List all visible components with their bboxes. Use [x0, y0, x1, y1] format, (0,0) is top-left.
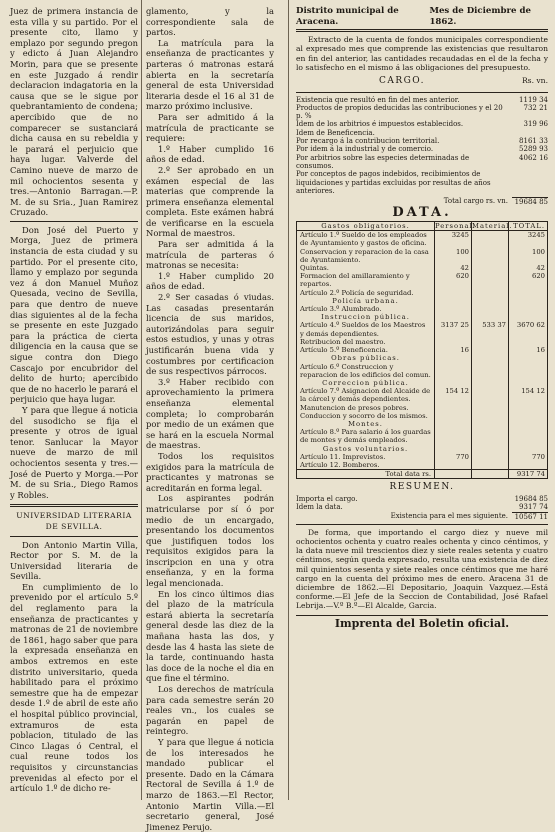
personal-value: 100: [434, 248, 471, 264]
total-value: [508, 297, 547, 305]
personal-value: 3245: [434, 231, 471, 247]
personal-value: [434, 313, 471, 321]
data-row: [297, 231, 547, 247]
material-value: [471, 297, 508, 305]
material-value: [471, 289, 508, 297]
material-value: [471, 338, 508, 346]
section-label: Montes.: [348, 419, 383, 428]
cargo-value: [512, 129, 548, 137]
data-section-row: [297, 354, 547, 362]
divider: [10, 221, 138, 222]
data-label: Conservacion y reparacion de la casa de Ayuntamiento.: [300, 247, 429, 264]
material-value: [471, 346, 508, 354]
column-rule: [288, 0, 289, 800]
paragraph: En los cinco últimos dias del plazo de la matrícula estará abierta la secretaría general desde las diez de la mañana hasta las dos, y desde las 4 hasta las siete de la tarde, continuando hasta las doce de la noche el dia en que fine el término.: [146, 588, 274, 684]
personal-value: [434, 338, 471, 346]
material-value: [471, 313, 508, 321]
total-value: 770: [508, 453, 547, 461]
total-value: [508, 313, 547, 321]
cargo-row: [296, 154, 548, 171]
cargo-row: [296, 129, 548, 137]
data-row: [297, 305, 547, 313]
data-row: [297, 264, 547, 272]
total-value: 3670 62: [508, 321, 547, 337]
divider: [296, 92, 548, 93]
paragraph: 1.º Haber cumplido 16 años de edad.: [146, 143, 274, 165]
cargo-label: Existencia que resultó en fin del mes anterior.: [296, 95, 460, 104]
data-label: Artículo 7.º Asignacion del Alcaide de la cárcel y demás dependientes. Manutencion de presos pobres. Conduccion y socorro de los mismos.: [300, 387, 431, 420]
total-value: [508, 289, 547, 297]
total-value: [508, 461, 547, 469]
header-personal: Personal.: [435, 222, 476, 231]
data-row: [297, 289, 547, 297]
total-value: 154 12: [508, 387, 547, 420]
total-value: [508, 445, 547, 453]
total-value: 16: [508, 346, 547, 354]
cargo-label: Por idem á la industrial y de comercio.: [296, 145, 434, 154]
resumen-exist-row: [296, 512, 548, 521]
paragraph: Y para que llegue á noticia de los interesados he mandado publicar el presente. Dado en la Cámara Rectoral de Sevilla á 1.º de marzo de 1863.—El Rector, Antonio Martin Villa.—El secretario general, José Jimenez Perujo.: [146, 736, 274, 832]
data-row: [297, 453, 547, 461]
cargo-label: Por conceptos de pagos indebidos, recibimientos de liquidaciones y partidas excluidas por resultas de años anteriores.: [296, 170, 491, 195]
resumen-label: Idem la data.: [296, 503, 343, 512]
divider: [10, 536, 138, 537]
district-header: [296, 6, 548, 32]
column-rule: [141, 0, 142, 800]
printer-imprint: Imprenta del Boletin oficial.: [296, 615, 548, 630]
data-label: Retribucion del maestro.: [300, 337, 386, 346]
personal-value: [434, 305, 471, 313]
data-title: DATA.: [392, 205, 452, 221]
cargo-row: [296, 170, 548, 195]
data-section-row: [297, 420, 547, 428]
header-total: TOTAL.: [508, 222, 547, 230]
cargo-value: [512, 170, 548, 195]
cargo-row: [296, 96, 548, 104]
data-row: [297, 321, 547, 337]
total-value: 620: [508, 272, 547, 288]
personal-value: [434, 461, 471, 469]
data-total-row: [297, 469, 547, 478]
data-section-row: [297, 445, 547, 453]
data-label: Artículo 8.º Para salario á los guardas de montes y demás empleados.: [300, 428, 431, 445]
data-row: [297, 387, 547, 420]
data-total-value: 9317 74: [508, 470, 547, 478]
paragraph: 2.º Ser casadas ó viudas. Las casadas presentarán licencia de sus maridos, autorizándolas para seguir estos estudios, y unas y otras justificarán buena vida y costumbres por certificacion de sus respectivos párrocos.: [146, 292, 274, 377]
account-intro: Extracto de la cuenta de fondos municipales correspondiente al expresado mes que comprende las existencias que resultaron en fin del anterior, las cantidades recaudadas en el de la fecha y lo satisfecho en el mismo á las obligaciones del presupuesto.: [296, 35, 548, 72]
cargo-label: Idem de Beneficencia.: [296, 128, 375, 137]
material-value: [471, 387, 508, 420]
data-row: [297, 428, 547, 444]
header-gastos: Gastos obligatorios.: [321, 222, 410, 231]
personal-value: 42: [434, 264, 471, 272]
cargo-value: 1119 34: [519, 95, 548, 104]
resumen-value: 19684 85: [514, 494, 548, 503]
section-label: Gastos voluntarios.: [322, 444, 409, 453]
column-1: [10, 6, 138, 794]
resumen-row: [296, 495, 548, 503]
resumen-exist-label: Existencia para el mes siguiente.: [390, 511, 508, 520]
data-label: Artículo 6.º Construccion y reparacion de los edificios del comun.: [300, 362, 431, 379]
rector-intro: Don Antonio Martin Villa, Rector por S. M. de la Universidad literaria de Sevilla.: [10, 539, 138, 582]
paragraph: Los derechos de matrícula para cada semestre serán 20 reales vn., los cuales se pagarán en papel de reintegro.: [146, 684, 274, 737]
total-value: [508, 363, 547, 379]
data-row: [297, 248, 547, 264]
cargo-value: 319 96: [523, 120, 548, 129]
cargo-row: [296, 145, 548, 153]
district-title: Distrito municipal de Aracena.: [296, 6, 399, 27]
data-label: Artículo 5.º Beneficencia.: [300, 346, 388, 355]
header-material: Material.: [472, 222, 513, 231]
closing-statement: De forma, que importando el cargo diez y nueve mil ochocientos ochenta y cuatro reales ochenta y cinco céntimos, y la data nueve mil trescientos diez y siete reales setenta y cuatro céntimos, según queda expresado, resulta una existencia de diez mil quinientos sesenta y siete reales once céntimos que me haré cargo en la cuenta del próximo mes de enero. Aracena 31 de diciembre de 1862.—El Depositario, Joaquin Vazquez.—Está conforme.—El Jefe de la Seccion de Contabilidad, José Rafael Lebrija.—V.º B.º—El Alcalde, Garcia.: [296, 527, 548, 611]
divider: [10, 504, 138, 507]
total-value: [508, 338, 547, 346]
data-label: Artículo 12. Bomberos.: [300, 460, 380, 469]
cargo-total-value: 19684 85: [512, 197, 548, 206]
section-label: Obras públicas.: [331, 354, 400, 363]
data-table-header: [297, 222, 547, 231]
total-value: 100: [508, 248, 547, 264]
cargo-row: [296, 137, 548, 145]
rector-notice: En cumplimiento de lo prevenido por el artículo 5.º del reglamento para la enseñanza de practicantes y matronas de 21 de noviembre de 1861, hago saber que para la expresada enseñanza en ambos extremos en este distrito universitario, queda habilitado para el próximo semestre que ha de empezar desde 1.º de abril de este año el hospital público provincial, extramuros de esta poblacion, titulado de las Cinco Llagas ó Central, el cual reune todos los requisitos y circunstancias prevenidas al efecto por el artículo 1.º de dicho re-: [10, 581, 138, 794]
data-label: Quintas.: [300, 264, 329, 273]
total-value: [508, 428, 547, 444]
notice-sanlucar-closing: Y para que llegue á noticia del susodicho se fija el presente y otros de igual tenor. Sanlucar la Mayor nueve de marzo de mil ochocientos sesenta y tres.—José de Puerto y Morga.—Por M. de su Sria., Diego Ramos y Robles.: [10, 404, 138, 500]
cargo-value: 5289 93: [519, 145, 548, 154]
divider: [296, 524, 548, 525]
resumen-title: RESUMEN.: [389, 482, 455, 493]
column-2: [146, 6, 274, 832]
section-label: Instruccion pública.: [321, 313, 410, 322]
material-value: 533 37: [471, 321, 508, 337]
cargo-label: Por arbitrios sobre las especies determinadas de consumos.: [296, 153, 470, 170]
resumen-exist-value: 10567 11: [512, 512, 548, 521]
data-label: Artículo 11. Imprevistos.: [300, 452, 386, 461]
paragraph: Los aspirantes podrán matricularse por sí ó por medio de un encargado, presentando los documentos que justifiquen todos los requisitos exigidos para la inscripcion en una y otra enseñanza, y en la forma legal mencionada.: [146, 493, 274, 589]
personal-value: 16: [434, 346, 471, 354]
material-value: [471, 248, 508, 264]
personal-value: [434, 363, 471, 379]
data-label: Formacion del amillaramiento y repartos.: [300, 272, 410, 289]
resumen-value: 9317 74: [519, 503, 548, 512]
data-section-row: [297, 313, 547, 321]
data-row: [297, 272, 547, 288]
university-heading: UNIVERSIDAD LITERARIA DE SEVILLA.: [16, 511, 132, 531]
total-value: 42: [508, 264, 547, 272]
total-value: 3245: [508, 231, 547, 247]
cargo-label: Productos de propios deducidas las contribuciones y el 20 p. %: [296, 103, 503, 121]
notice-sanlucar: Don José del Puerto y Morga, Juez de primera instancia de esta ciudad y su partido. Por el presente cito, llamo y emplazo por segunda vez á don Manuel Muñoz Quesada, vecino de Sevilla, para que dentro de nueve dias siguientes al de la fecha se presente en este Juzgado para la práctica de cierta diligencia en la causa que se sigue contra don Diego Cascajo por encubridor del delito de hurto; apercibido que de no hacerlo le parará el perjuicio que haya lugar.: [10, 224, 138, 405]
resumen-label: Importa el cargo.: [296, 494, 358, 503]
personal-value: 770: [434, 453, 471, 461]
column-3: [296, 6, 548, 629]
paragraph: Todos los requisitos exigidos para la matrícula de practicantes y matronas se acreditarán en forma legal.: [146, 450, 274, 493]
personal-value: 154 12: [434, 387, 471, 420]
total-value: [508, 354, 547, 362]
material-value: [471, 264, 508, 272]
data-label: Artículo 4.º Sueldos de los Maestros y demás dependientes.: [300, 321, 426, 338]
data-row: [297, 346, 547, 354]
notice-valverde: Juez de primera instancia de esta villa y su partido. Por el presente cito, llamo y emplazo por segundo pregon y edicto á Juan Alejandro Morin, para que se presente en este Juzgado á rendir declaracion indagatoria en la causa que se le sigue por quebrantamiento de condena; apercibido que de no comparecer se sustanciará dicha causa en su rebeldia y le parará el perjuicio que haya lugar. Valverde del Camino nueve de marzo de mil ochocientos sesenta y tres.—Antonio Barragan.—P. M. de su Sria., Juan Ramirez Cruzado.: [10, 6, 138, 218]
paragraph: glamento, y la correspondiente sala de partos.: [146, 6, 274, 38]
cargo-row: [296, 120, 548, 128]
paragraph: 3.º Haber recibido con aprovechamiento la primera enseñanza elemental completa; lo comprobarán por medio de un exámen que se hará en la escuela Normal de maestras.: [146, 376, 274, 451]
material-value: [471, 420, 508, 428]
section-label: Policía urbana.: [332, 296, 399, 305]
data-label: Artículo 1.º Sueldo de los empleados de Ayuntamiento y gastos de oficina.: [300, 231, 427, 248]
cargo-value: 4062 16: [519, 153, 548, 162]
material-value: [471, 428, 508, 444]
cargo-label: Idem de los arbitrios é impuestos establecidos.: [296, 120, 464, 129]
personal-value: [434, 289, 471, 297]
cargo-title: CARGO.: [378, 76, 426, 86]
data-label: Artículo 3.º Alumbrado.: [300, 305, 382, 314]
paragraph: 1.º Haber cumplido 20 años de edad.: [146, 270, 274, 292]
total-value: [508, 420, 547, 428]
personal-value: [434, 297, 471, 305]
material-value: [471, 272, 508, 288]
personal-value: [434, 420, 471, 428]
resumen-row: [296, 503, 548, 511]
currency-heading: Rs. vn.: [521, 76, 548, 85]
paragraph: 2.º Ser aprobado en un exámen especial de las materias que comprende la primera enseñanza elemental completa. Este exámen habrá de verificarse en la escuela Normal de maestros.: [146, 164, 274, 239]
paragraph: La matrícula para la enseñanza de practicantes y parteras ó matronas estará abierta en la secretaría general de esta Universidad literaria desde el 16 al 31 de marzo próximo inclusive.: [146, 37, 274, 112]
cargo-table: [296, 96, 548, 196]
cargo-row: [296, 104, 548, 121]
data-section-row: [297, 379, 547, 387]
personal-value: [434, 354, 471, 362]
total-value: [508, 379, 547, 387]
personal-value: 620: [434, 272, 471, 288]
personal-value: [434, 428, 471, 444]
cargo-label: Por recargo á la contribucion territorial.: [296, 137, 440, 146]
material-value: [471, 354, 508, 362]
material-value: [471, 461, 508, 469]
personal-value: [434, 379, 471, 387]
cargo-total-label: Total cargo rs. vn.: [443, 197, 508, 206]
material-value: [471, 231, 508, 247]
month-title: Mes de Diciembre de 1862.: [429, 6, 531, 27]
data-row: [297, 338, 547, 346]
personal-value: [434, 445, 471, 453]
cargo-value: 8161 33: [519, 137, 548, 146]
section-label: Correccion pública.: [322, 378, 409, 387]
paragraph: Para ser admitida á la matrícula de parteras ó matronas se necesita:: [146, 239, 274, 271]
personal-value: 3137 25: [434, 321, 471, 337]
total-value: [508, 305, 547, 313]
material-value: [471, 453, 508, 461]
material-value: [471, 305, 508, 313]
data-rows: [297, 231, 547, 469]
data-row: [297, 363, 547, 379]
data-section-row: [297, 297, 547, 305]
data-row: [297, 461, 547, 469]
material-value: [471, 379, 508, 387]
cargo-value: 732 21: [523, 103, 548, 112]
data-total-label: Total data rs.: [385, 470, 431, 479]
resumen-table: [296, 495, 548, 512]
material-value: [471, 445, 508, 453]
material-value: [471, 363, 508, 379]
data-label: Artículo 2.º Policía de seguridad.: [300, 288, 414, 297]
data-table: [296, 221, 548, 479]
paragraph: Para ser admitido á la matrícula de practicante se requiere:: [146, 111, 274, 144]
